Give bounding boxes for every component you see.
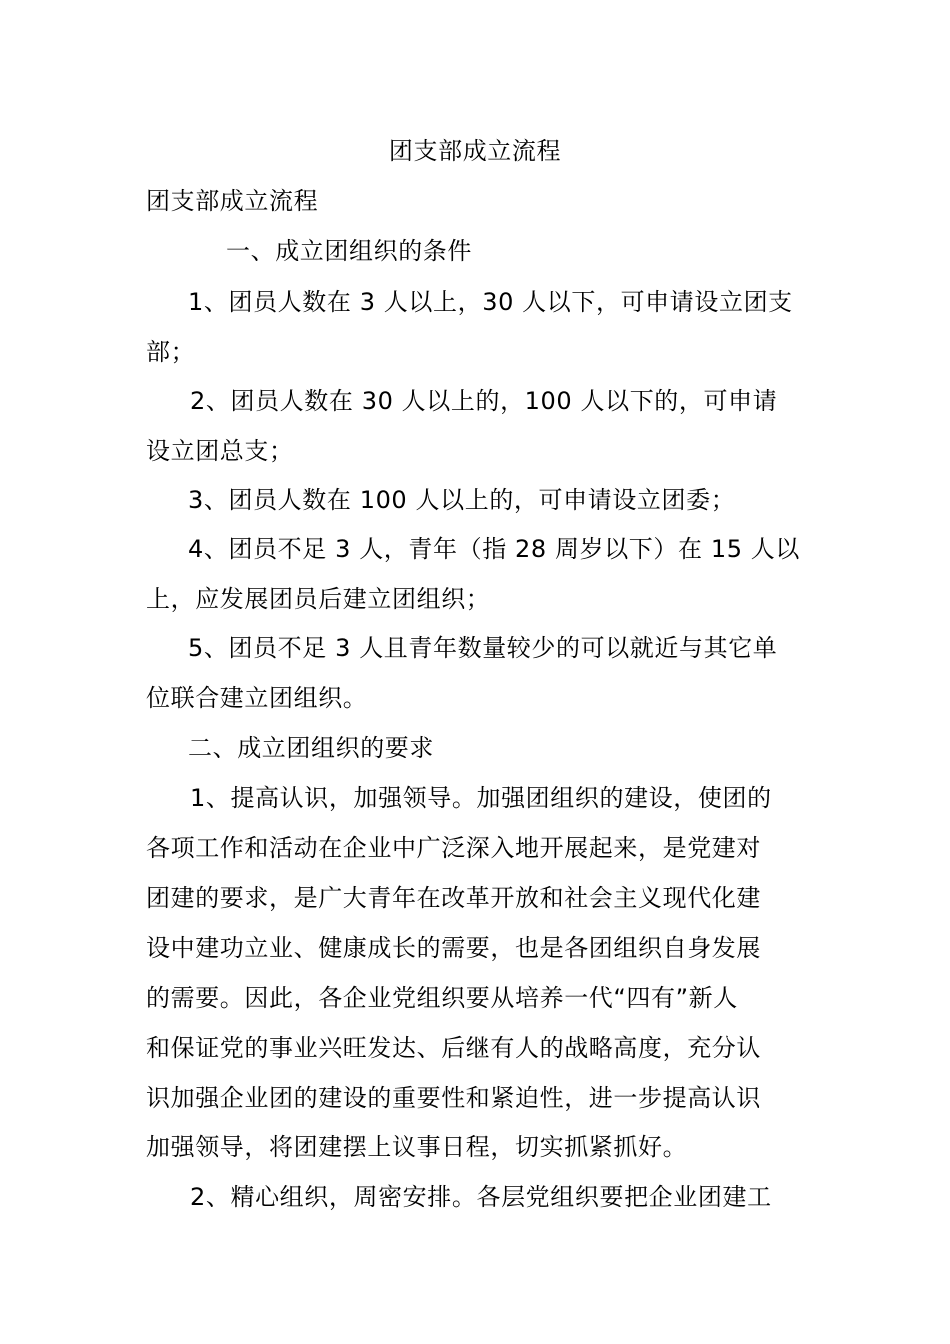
document-subtitle: 团支部成立流程 — [146, 187, 319, 215]
paragraph-line: 2、团员人数在 30 人以上的，100 人以下的，可申请 — [190, 387, 778, 415]
paragraph-line: 2、精心组织，周密安排。各层党组织要把企业团建工 — [190, 1183, 772, 1211]
document-title: 团支部成立流程 — [388, 137, 562, 165]
paragraph-line: 设中建功立业、健康成长的需要，也是各团组织自身发展 — [146, 934, 761, 962]
paragraph-line: 设立团总支； — [146, 437, 294, 465]
section-heading-conditions: 一、成立团组织的条件 — [226, 237, 472, 265]
paragraph-line: 4、团员不足 3 人，青年（指 28 周岁以下）在 15 人以 — [188, 535, 800, 563]
paragraph-line: 各项工作和活动在企业中广泛深入地开展起来，是党建对 — [146, 834, 761, 862]
section-heading-requirements: 二、成立团组织的要求 — [188, 734, 434, 762]
paragraph-line: 1、团员人数在 3 人以上，30 人以下，可申请设立团支 — [188, 288, 793, 316]
paragraph-line: 部； — [146, 338, 196, 366]
paragraph-line: 和保证党的事业兴旺发达、后继有人的战略高度，充分认 — [146, 1034, 761, 1062]
paragraph-line: 3、团员人数在 100 人以上的，可申请设立团委； — [188, 486, 736, 514]
paragraph-line: 识加强企业团的建设的重要性和紧迫性，进一步提高认识 — [146, 1084, 761, 1112]
paragraph-line: 加强领导，将团建摆上议事日程，切实抓紧抓好。 — [146, 1133, 688, 1161]
paragraph-line: 上，应发展团员后建立团组织； — [146, 585, 491, 613]
paragraph-line: 的需要。因此，各企业党组织要从培养一代“四有”新人 — [146, 984, 738, 1012]
paragraph-line: 位联合建立团组织。 — [146, 684, 368, 712]
paragraph-line: 1、提高认识，加强领导。加强团组织的建设，使团的 — [190, 784, 772, 812]
paragraph-line: 5、团员不足 3 人且青年数量较少的可以就近与其它单 — [188, 634, 778, 662]
paragraph-line: 团建的要求，是广大青年在改革开放和社会主义现代化建 — [146, 884, 761, 912]
